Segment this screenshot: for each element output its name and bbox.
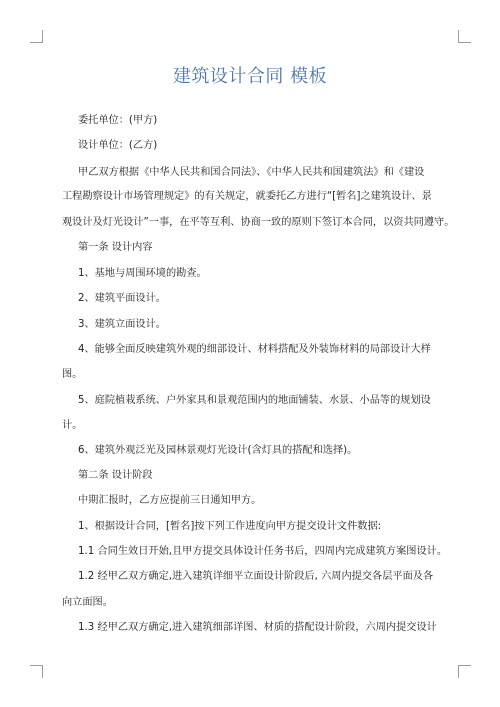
list-item: 1.2 经甲乙双方确定,进入建筑详细平立面设计阶段后, 六周内提交各层平面及各 (78, 571, 434, 582)
list-item: 1、根据设计合同，[暂名]按下列工作进度向甲方提交设计文件数据: (78, 521, 382, 532)
list-item: 6、建筑外观泛光及园林景观灯光设计(含灯具的搭配和选择)。 (78, 445, 358, 456)
list-item: 1.3 经甲乙双方确定,进入建筑细部详图、材质的搭配设计阶段，六周内提交设计 (78, 622, 437, 633)
client-line: 委托单位：(甲方) (78, 115, 158, 126)
paragraph-line: 观设计及灯光设计”一事，在平等互利、协商一致的原则下签订本合同，以资共同遵守。 (62, 217, 455, 228)
list-item: 1、基地与周围环境的勘查。 (78, 268, 207, 279)
list-item: 3、建筑立面设计。 (78, 319, 166, 330)
section-heading: 第二条 设计阶段 (78, 470, 153, 481)
document-title: 建筑设计合同 模板 (172, 66, 328, 87)
crop-mark-bottom-right (458, 665, 471, 678)
list-item: 4、能够全面反映建筑外观的细部设计、材料搭配及外装饰材料的局部设计大样 (78, 344, 431, 355)
list-item-continuation: 计。 (62, 420, 83, 431)
list-item-continuation: 向立面图。 (62, 597, 113, 608)
paragraph-line: 工程勘察设计市场管理规定》的有关规定，就委托乙方进行“[暂名]之建筑设计、景 (62, 191, 432, 202)
list-item: 2、建筑平面设计。 (78, 293, 166, 304)
crop-mark-top-right (458, 30, 471, 43)
paragraph-line: 中期汇报时，乙方应提前三日通知甲方。 (78, 495, 262, 506)
list-item: 5、庭院植栽系统、户外家具和景观范围内的地面铺装、水景、小品等的规划设 (78, 395, 431, 406)
designer-line: 设计单位：(乙方) (78, 140, 158, 151)
section-heading: 第一条 设计内容 (78, 242, 153, 253)
crop-mark-bottom-left (30, 665, 43, 678)
list-item-continuation: 图。 (62, 369, 83, 380)
crop-mark-top-left (30, 30, 43, 43)
list-item: 1.1 合同生效日开始,且甲方提交具体设计任务书后，四周内完成建筑方案图设计。 (78, 546, 448, 557)
paragraph-line: 甲乙双方根据《中华人民共和国合同法》、《中华人民共和国建筑法》和《建设 (78, 167, 425, 178)
